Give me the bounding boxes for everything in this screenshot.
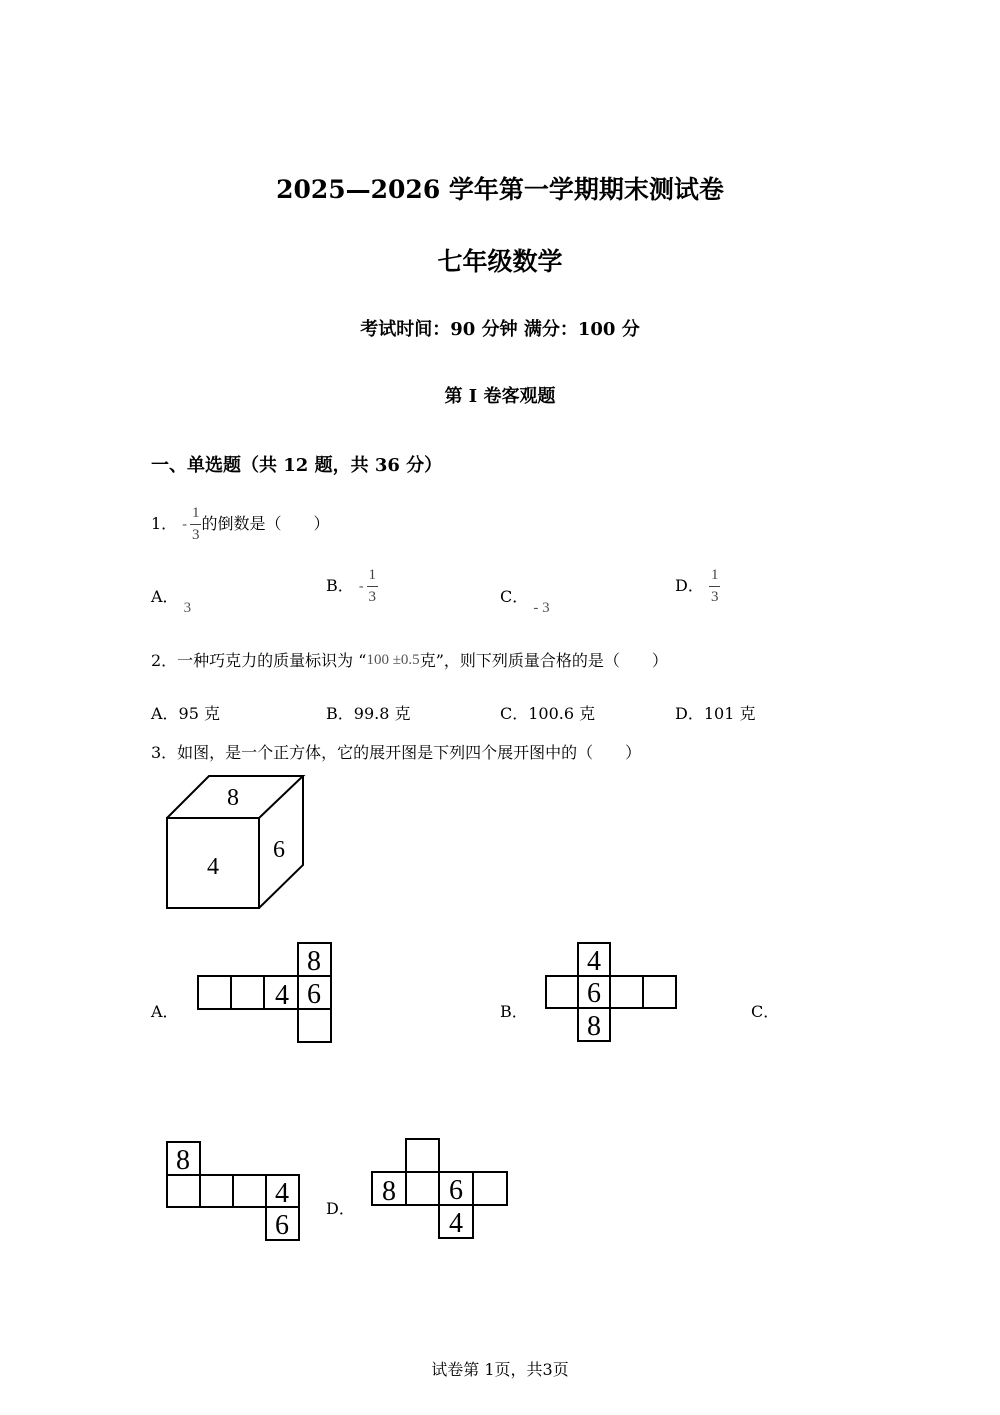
q1-option-d bbox=[675, 568, 720, 605]
fraction bbox=[709, 568, 721, 605]
net-d bbox=[369, 1136, 511, 1242]
denominator: 3 bbox=[710, 589, 719, 605]
net-c-face-6: 6 bbox=[275, 1210, 289, 1241]
cube-right-label: 6 bbox=[273, 837, 285, 863]
minus-sign: - bbox=[182, 516, 187, 532]
question-number: 1． bbox=[151, 514, 178, 533]
option-value: 3 bbox=[183, 600, 192, 616]
net-d-face-6: 6 bbox=[449, 1175, 463, 1206]
denominator: 3 bbox=[368, 589, 377, 605]
q3-option-b-label: B． bbox=[500, 1002, 528, 1021]
net-c-face-8: 8 bbox=[176, 1145, 190, 1176]
exam-title: 2025—2026 学年第一学期期末测试卷 bbox=[276, 175, 724, 204]
net-b-face-6: 6 bbox=[587, 978, 601, 1009]
net-a-face-8: 8 bbox=[307, 946, 321, 977]
option-label: A． bbox=[151, 587, 179, 606]
q2-option-b: B．99.8 克 bbox=[326, 704, 411, 723]
question-1 bbox=[151, 506, 329, 543]
section-title: 一、单选题（共 12 题，共 36 分） bbox=[151, 455, 443, 476]
option-label: C． bbox=[500, 587, 529, 606]
q3-option-a-label: A． bbox=[151, 1002, 179, 1021]
cube-top-label: 8 bbox=[227, 785, 239, 811]
q1-option-b bbox=[326, 568, 378, 605]
net-c bbox=[164, 1139, 304, 1245]
q1-option-c bbox=[500, 584, 550, 616]
exam-info: 考试时间：90 分钟 满分：100 分 bbox=[360, 319, 640, 340]
q2-option-d: D．101 克 bbox=[675, 704, 756, 723]
net-b-face-4: 4 bbox=[587, 946, 601, 977]
part-title: 第 I 卷客观题 bbox=[444, 386, 556, 407]
q2-option-c: C．100.6 克 bbox=[500, 704, 596, 723]
option-value: - 3 bbox=[533, 600, 550, 616]
q3-option-c-label: C． bbox=[751, 1002, 780, 1021]
numerator: 1 bbox=[709, 568, 721, 587]
net-d-face-4: 4 bbox=[449, 1208, 463, 1239]
question-3: 3．如图，是一个正方体，它的展开图是下列四个展开图中的（ ） bbox=[151, 743, 642, 762]
question-2 bbox=[151, 648, 668, 671]
q1-option-a bbox=[151, 584, 192, 616]
page-footer: 试卷第 1页，共3页 bbox=[431, 1360, 569, 1379]
numerator: 1 bbox=[367, 568, 379, 587]
fraction bbox=[367, 568, 379, 605]
question-text-end: 克”，则下列质量合格的是（ ） bbox=[419, 651, 668, 670]
option-label: D． bbox=[675, 576, 704, 595]
subject-title: 七年级数学 bbox=[437, 247, 563, 276]
cube-figure bbox=[160, 770, 310, 915]
q2-option-a: A．95 克 bbox=[151, 704, 221, 723]
mass-label: 100 ±0.5 bbox=[366, 652, 420, 668]
denominator: 3 bbox=[191, 527, 200, 543]
question-text: 的倒数是（ ） bbox=[201, 514, 330, 533]
net-a-face-6: 6 bbox=[307, 979, 321, 1010]
net-b-face-8: 8 bbox=[587, 1011, 601, 1042]
question-text: 2．一种巧克力的质量标识为 “ bbox=[151, 651, 367, 670]
net-a-face-4: 4 bbox=[275, 980, 289, 1011]
net-b bbox=[543, 940, 683, 1046]
fraction bbox=[190, 506, 202, 543]
net-c-face-4: 4 bbox=[275, 1178, 289, 1209]
minus-sign: - bbox=[358, 578, 364, 594]
numerator: 1 bbox=[190, 506, 202, 525]
net-a bbox=[195, 940, 335, 1046]
option-label: B． bbox=[326, 576, 354, 595]
net-d-face-8: 8 bbox=[382, 1176, 396, 1207]
cube-front-label: 4 bbox=[207, 854, 219, 880]
q3-option-d-label: D． bbox=[326, 1199, 355, 1218]
